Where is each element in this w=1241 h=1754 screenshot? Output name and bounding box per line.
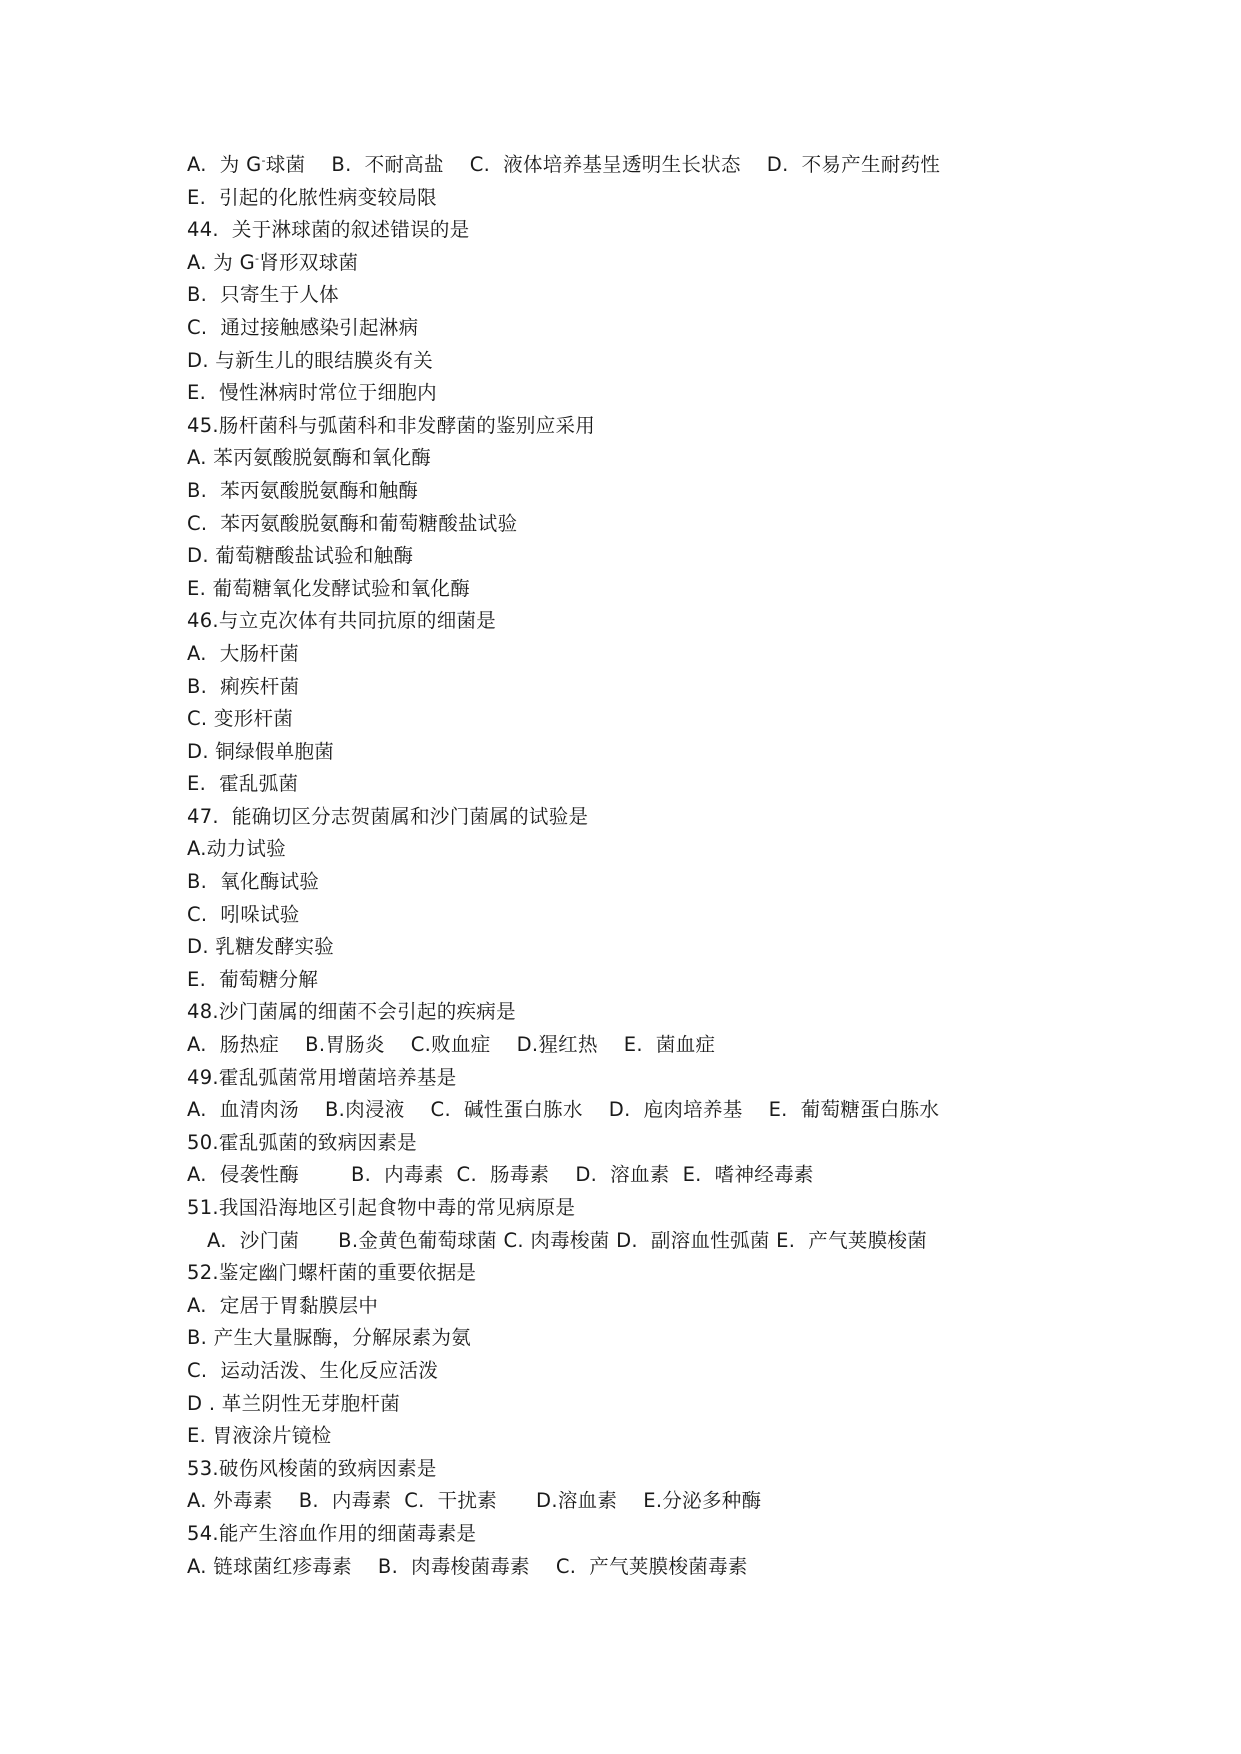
line-text: A. 为 G (187, 250, 256, 274)
text-line: D . 革兰阴性无芽胞杆菌 (187, 1391, 401, 1415)
question-heading: 53.破伤风梭菌的致病因素是 (187, 1456, 437, 1480)
question-heading: 48.沙门菌属的细菌不会引起的疾病是 (187, 1000, 516, 1024)
question-heading: 47. 能确切区分志贺菌属和沙门菌属的试验是 (187, 804, 589, 828)
text-line: A. 外毒素 B. 内毒素 C. 干扰素 D.溶血素 E.分泌多种酶 (187, 1489, 762, 1513)
line-text: 球菌 B. 不耐高盐 C. 液体培养基呈透明生长状态 D. 不易产生耐药性 (265, 153, 941, 176)
text-line: D. 乳糖发酵实验 (187, 935, 335, 959)
text-line: B. 氧化酶试验 (187, 870, 320, 894)
text-line: A. 肠热症 B.胃肠炎 C.败血症 D.猩红热 E. 菌血症 (187, 1033, 716, 1057)
text-line: E. 霍乱弧菌 (187, 772, 299, 796)
text-line: C. 苯丙氨酸脱氨酶和葡萄糖酸盐试验 (187, 511, 518, 535)
text-line: C. 运动活泼、生化反应活泼 (187, 1358, 439, 1382)
question-heading: 50.霍乱弧菌的致病因素是 (187, 1130, 417, 1154)
question-heading: 49.霍乱弧菌常用增菌培养基是 (187, 1065, 457, 1089)
text-line: B. 产生大量脲酶，分解尿素为氨 (187, 1326, 472, 1350)
text-line: E. 葡萄糖氧化发酵试验和氧化酶 (187, 576, 471, 600)
text-line: E. 慢性淋病时常位于细胞内 (187, 381, 437, 405)
text-line: B. 苯丙氨酸脱氨酶和触酶 (187, 478, 419, 502)
text-line: A. 沙门菌 B.金黄色葡萄球菌 C. 肉毒梭菌 D. 副溶血性弧菌 E. 产气荚膜梭菌 (207, 1228, 928, 1252)
text-line: C. 吲哚试验 (187, 902, 300, 926)
question-heading: 52.鉴定幽门螺杆菌的重要依据是 (187, 1261, 477, 1285)
question-heading: 51.我国沿海地区引起食物中毒的常见病原是 (187, 1196, 576, 1219)
question-heading: 45.肠杆菌科与弧菌科和非发酵菌的鉴别应采用 (187, 413, 596, 437)
text-line: A. 大肠杆菌 (187, 641, 299, 665)
text-line: D. 与新生儿的眼结膜炎有关 (187, 348, 434, 372)
question-heading: 46.与立克次体有共同抗原的细菌是 (187, 609, 497, 633)
superscript: - (255, 251, 260, 265)
question-heading: 44. 关于淋球菌的叙述错误的是 (187, 218, 470, 242)
text-line: A. 定居于胃黏膜层中 (187, 1293, 379, 1317)
text-line: C. 通过接触感染引起淋病 (187, 315, 419, 339)
text-line: D. 葡萄糖酸盐试验和触酶 (187, 544, 414, 568)
text-line: A. 苯丙氨酸脱氨酶和氧化酶 (187, 446, 432, 470)
text-line: B. 痢疾杆菌 (187, 674, 300, 698)
text-line (187, 247, 1087, 280)
text-line: C. 变形杆菌 (187, 707, 294, 731)
text-line: B. 只寄生于人体 (187, 283, 339, 307)
text-line: E. 引起的化脓性病变较局限 (187, 185, 437, 209)
question-heading: 54.能产生溶血作用的细菌毒素是 (187, 1521, 477, 1545)
text-line: A. 侵袭性酶 B. 内毒素 C. 肠毒素 D. 溶血素 E. 嗜神经毒素 (187, 1163, 814, 1187)
text-line: A.动力试验 (187, 837, 286, 861)
text-line: E. 胃液涂片镜检 (187, 1424, 332, 1448)
text-line: A. 链球菌红疹毒素 B. 肉毒梭菌毒素 C. 产气荚膜梭菌毒素 (187, 1554, 748, 1578)
text-line (187, 149, 1087, 182)
text-line: A. 血清肉汤 B.肉浸液 C. 碱性蛋白胨水 D. 庖肉培养基 E. 葡萄糖蛋白胨水 (187, 1098, 940, 1122)
superscript: - (261, 154, 266, 167)
text-line: E. 葡萄糖分解 (187, 967, 319, 991)
text-line: D. 铜绿假单胞菌 (187, 739, 335, 763)
line-text: 肾形双球菌 (259, 250, 359, 274)
question-list (187, 149, 1087, 1583)
line-text: A. 为 G (187, 153, 262, 176)
